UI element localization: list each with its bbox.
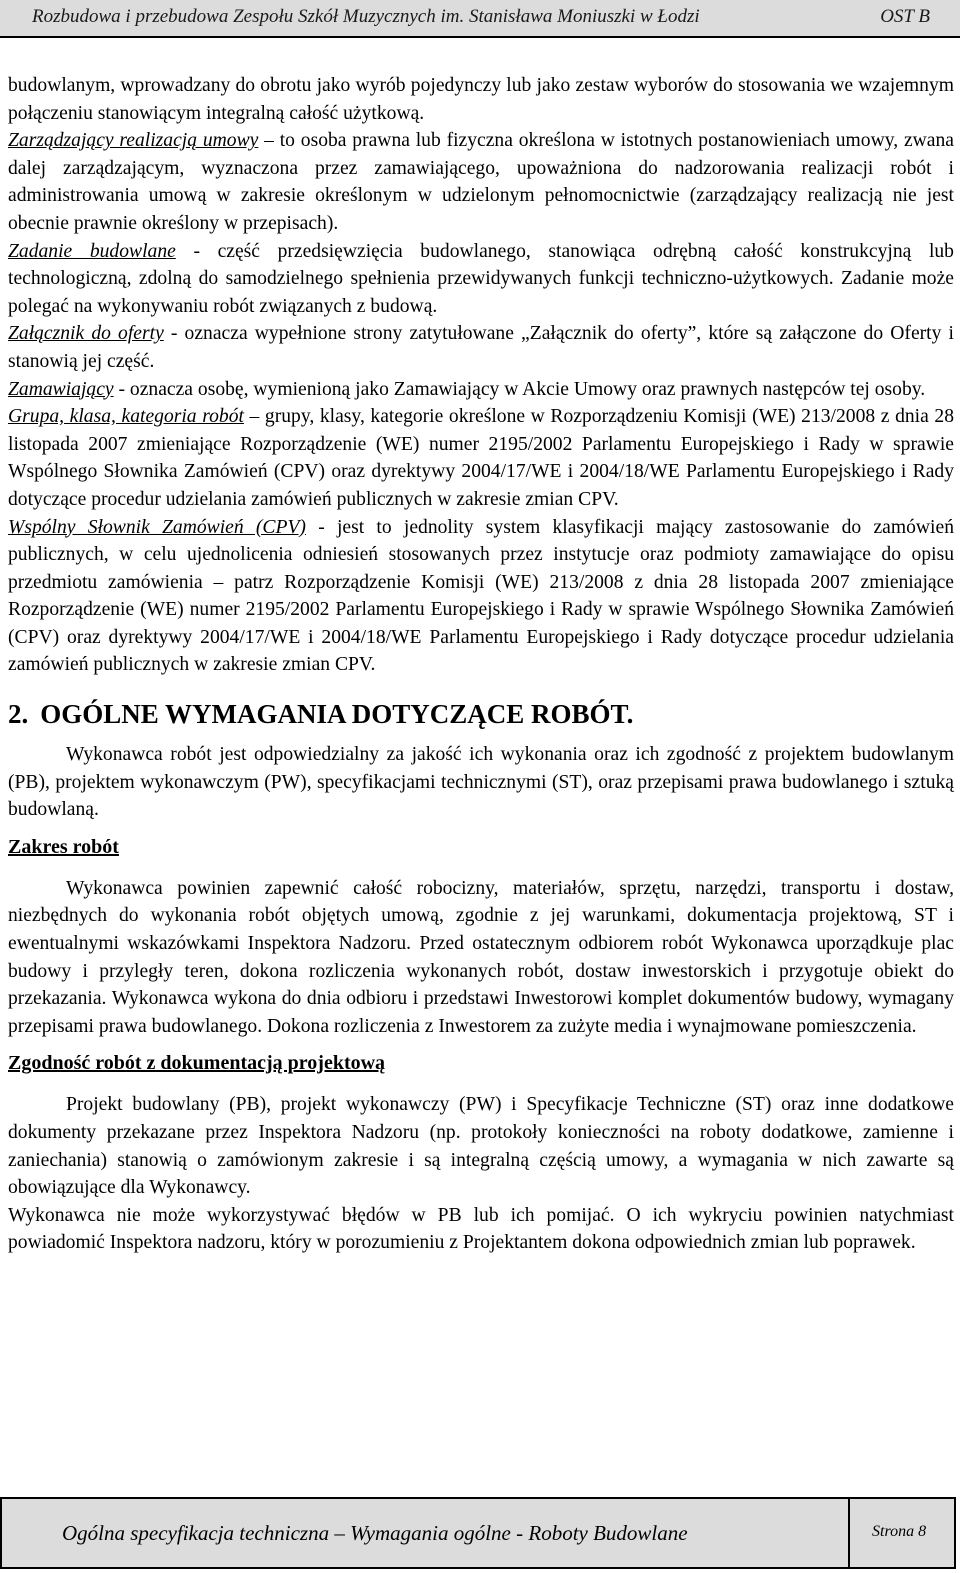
footer-divider <box>848 1499 850 1567</box>
subsection-text-compliance-2: Wykonawca nie może wykorzystywać błędów w PB lub ich pomijać. O ich wykryciu powinien natychmiast powiadomić Inspektora nadzoru, który w porozumieniu z Projektantem dokona odpowiednich zmian lub poprawek. <box>8 1204 954 1254</box>
subsection-text-compliance: Projekt budowlany (PB), projekt wykonawczy (PW) i Specyfikacje Techniczne (ST) oraz inne dodatkowe dokumenty przekazane przez Inspektora Nadzoru (np. protokoły konieczności na roboty dodatkowe, zamienne i zaniechania) stanowią o zamówionym zakresie i są integralną częścią umowy, a wymagania w nich zawarte są obowiązujące dla Wykonawcy. <box>8 1094 954 1199</box>
definition-text: – to osoba prawna lub fizyczna określona w istotnych postanowieniach umowy, zwana dalej zarządzającym, wyznaczona przez zamawiającego, upoważniona do nadzorowania realizacji robót i administrowania umową w zakresie określonym w udzielonym pełnomocnictwie (zarządzający realizacją nie jest obecnie prawnie określony w przepisach). <box>8 130 954 234</box>
definition-paragraph <box>8 127 954 237</box>
definition-paragraph <box>8 514 954 680</box>
definition-term: Grupa, klasa, kategoria robót <box>8 406 244 428</box>
subsection-heading-scope: Zakres robót <box>8 835 119 858</box>
definition-paragraph <box>8 238 954 321</box>
definition-text: – grupy, klasy, kategorie określone w Rozporządzeniu Komisji (WE) 213/2008 z dnia 28 listopada 2007 zmieniające Rozporządzenie (WE) numer 2195/2002 Parlamentu Europejskiego i Rady w sprawie Wspólnego Słownika Zamówień (CPV) oraz dyrektywy 2004/17/WE i 2004/18/WE Parlamentu Europejskiego i Rady dotyczące procedur udzielania zamówień publicznych w zakresie zmian CPV. <box>8 406 954 510</box>
header-title: Rozbudowa i przebudowa Zespołu Szkół Muzycznych im. Stanisława Moniuszki w Łodzi <box>32 6 700 27</box>
document-body <box>8 72 954 1257</box>
definition-term: Zamawiający <box>8 378 114 400</box>
definition-text: - oznacza wypełnione strony zatytułowane „Załącznik do oferty”, które są załączone do Oferty i stanowią jej część. <box>8 323 954 372</box>
page-number: Strona 8 <box>872 1523 927 1540</box>
definition-paragraph <box>8 376 954 404</box>
section-heading <box>8 697 954 731</box>
page-header <box>0 0 960 38</box>
definition-term: Wspólny Słownik Zamówień (CPV) <box>8 516 306 538</box>
subsection-heading-compliance: Zgodność robót z dokumentacją projektową <box>8 1052 386 1075</box>
definition-term: Załącznik do oferty <box>8 323 164 345</box>
definition-text: - część przedsięwzięcia budowlanego, stanowiąca odrębną całość konstrukcyjną lub technologiczną, zdolną do samodzielnego spełnienia przewidywanych funkcji techniczno-użytkowych. Zadanie może polegać na wykonywaniu robót związanych z budową. <box>8 240 954 317</box>
definition-paragraph <box>8 320 954 375</box>
page-footer <box>0 1497 956 1569</box>
definition-text: - oznacza osobę, wymienioną jako Zamawiający w Akcie Umowy oraz prawnych następców tej osoby. <box>113 378 926 400</box>
definition-term: Zadanie budowlane <box>8 240 176 262</box>
section-intro: Wykonawca robót jest odpowiedzialny za jakość ich wykonania oraz ich zgodność z projektem budowlanym (PB), projektem wykonawczym (PW), specyfikacjami technicznymi (ST), oraz przepisami prawa budowlanego i sztuką budowlaną. <box>8 744 954 821</box>
paragraph: budowlanym, wprowadzany do obrotu jako wyrób pojedynczy lub jako zestaw wyborów do stosowania we wzajemnym połączeniu stanowiącym integralną całość użytkową. <box>8 75 954 124</box>
subsection-text-scope: Wykonawca powinien zapewnić całość robocizny, materiałów, sprzętu, narzędzi, transportu i dostaw, niezbędnych do wykonania robót objętych umową, zgodnie z jej warunkami, dokumentacja projektową, ST i ewentualnymi wskazówkami Inspektora Nadzoru. Przed ostatecznym odbiorem robót Wykonawca uporządkuje plac budowy i przyległy teren, dokona rozliczenia wykonanych robót, dostaw inwestorskich i przygotuje obiekt do przekazania. Wykonawca wykona do dnia odbioru i przedstawi Inwestorowi komplet dokumentów budowy, wymagany przepisami prawa budowlanego. Dokona rozliczenia z Inwestorem za zużyte media i wynajmowane pomieszczenia. <box>8 877 954 1037</box>
header-code: OST B <box>880 6 930 27</box>
definition-paragraph <box>8 403 954 513</box>
section-number: 2. <box>8 699 29 730</box>
definition-text: - jest to jednolity system klasyfikacji mający zastosowanie do zamówień publicznych, w celu ujednolicenia odniesień stosowanych przez instytucje oraz podmioty zamawiające do opisu przedmiotu zamówienia – patrz Rozporządzenie Komisji (WE) 213/2008 z dnia 28 listopada 2007 zmieniające Rozporządzenie (WE) numer 2195/2002 Parlamentu Europejskiego i Rady w sprawie Wspólnego Słownika Zamówień (CPV) oraz dyrektywy 2004/17/WE i 2004/18/WE Parlamentu Europejskiego i Rady dotyczące procedur udzielania zamówień publicznych w zakresie zmian CPV. <box>8 516 954 676</box>
section-title: OGÓLNE WYMAGANIA DOTYCZĄCE ROBÓT. <box>40 699 634 730</box>
footer-title: Ogólna specyfikacja techniczna – Wymagania ogólne - Roboty Budowlane <box>62 1521 688 1545</box>
definition-term: Zarządzający realizacją umowy <box>8 130 259 152</box>
